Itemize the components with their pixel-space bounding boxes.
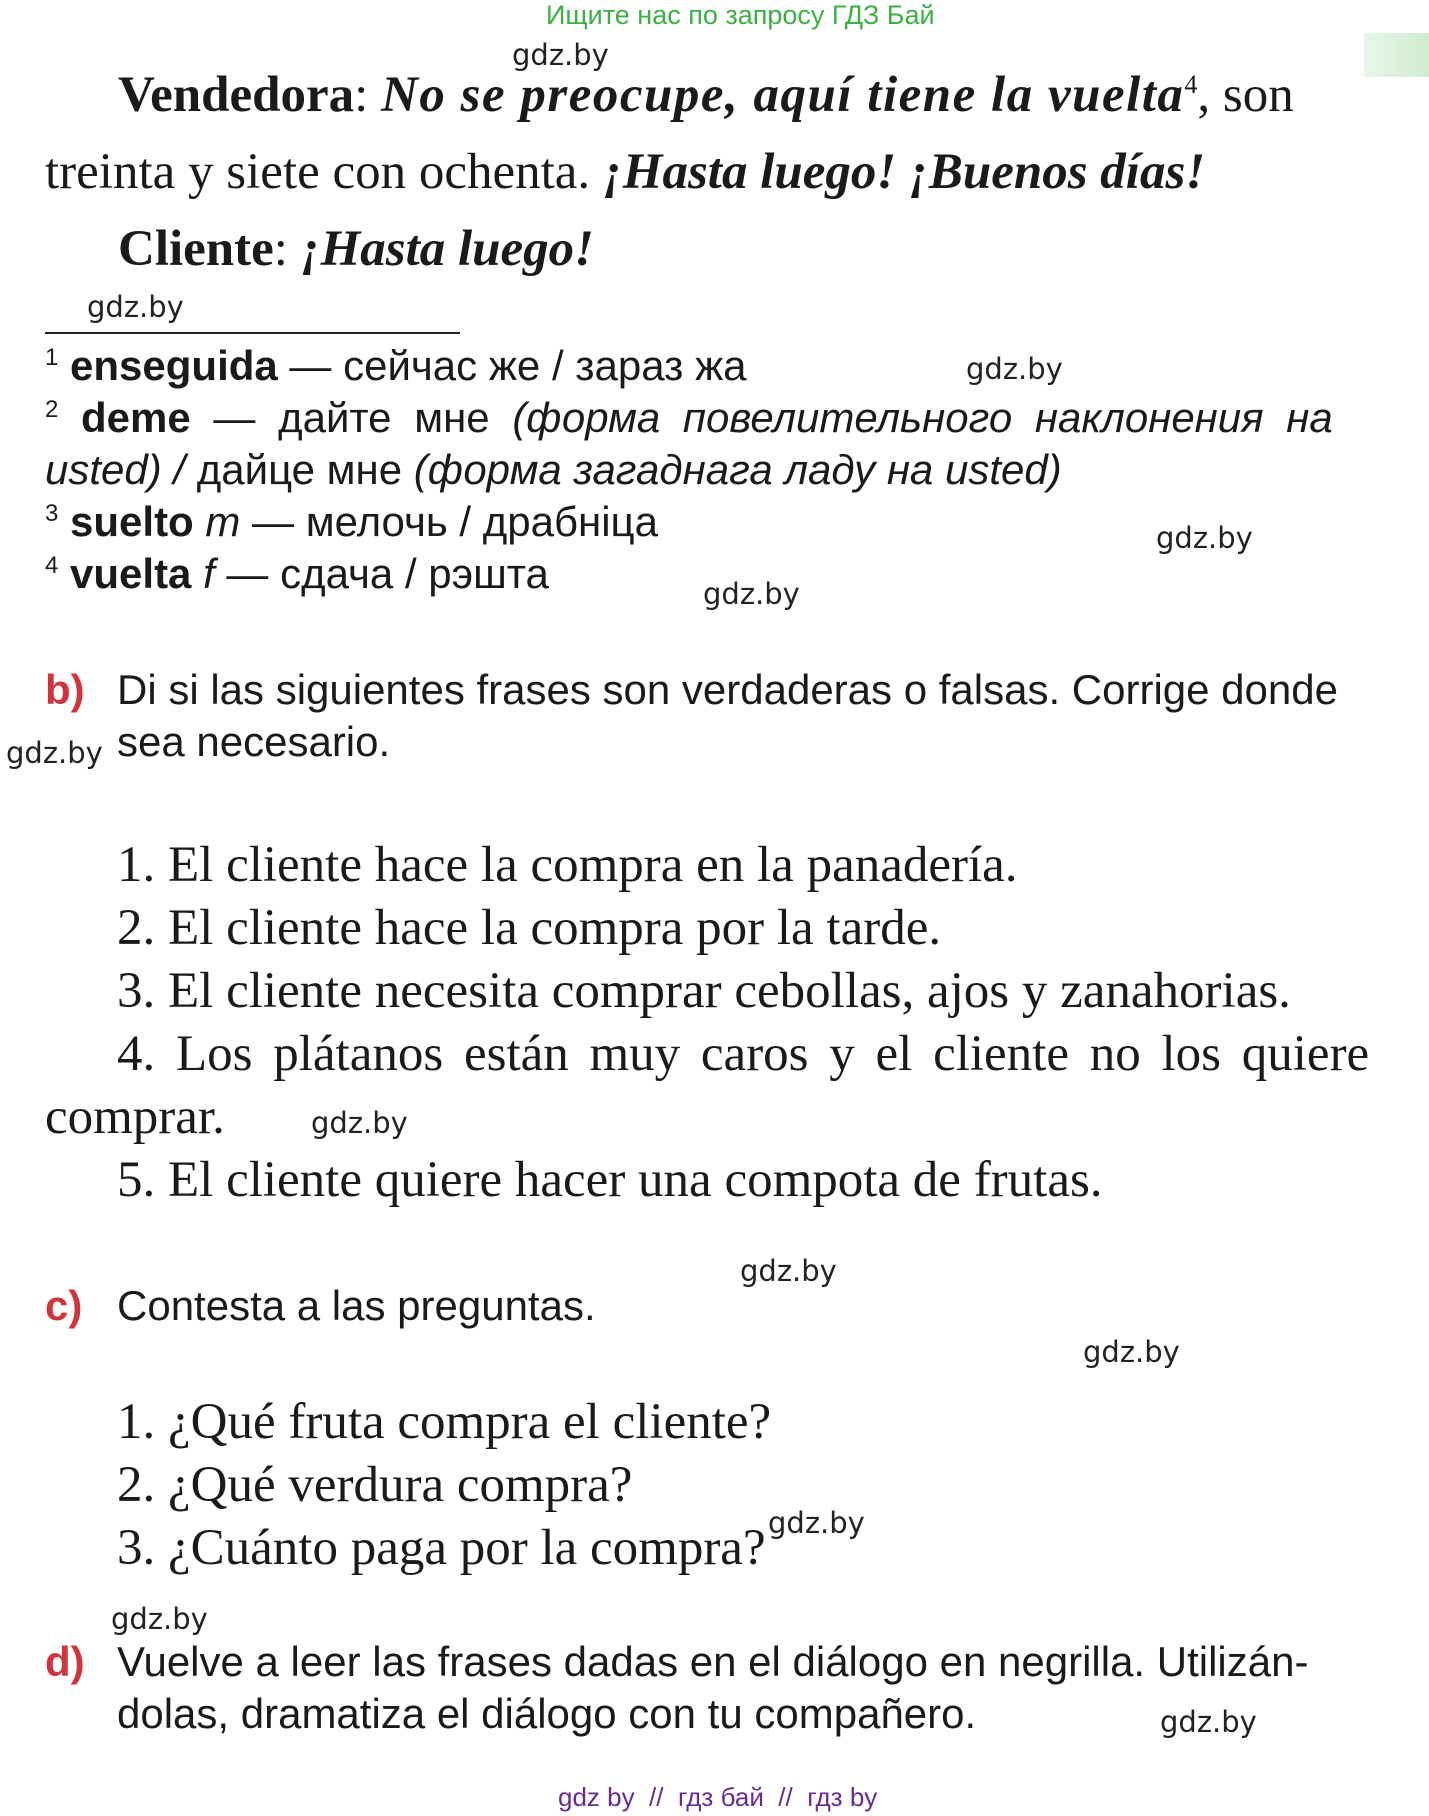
task-letter-c: c) xyxy=(45,1282,83,1329)
footnote-term: enseguida xyxy=(70,342,278,389)
task-b-instruction: Di si las siguientes frases son verdaderas o falsas. Corrige donde xyxy=(117,666,1338,713)
top-banner[interactable]: Ищите нас по запросу ГДЗ Бай xyxy=(546,0,935,30)
footnote-number: 1 xyxy=(45,344,59,371)
task-d-instruction: dolas, dramatiza el diálogo con tu compañero. xyxy=(117,1690,977,1737)
watermark: gdz.by xyxy=(740,1254,837,1288)
watermark: gdz.by xyxy=(111,1602,208,1636)
list-item: 4. Los plátanos están muy caros y el cliente no los quiere xyxy=(117,1026,1370,1082)
footnote-ref: 4 xyxy=(1184,70,1198,99)
footer-links[interactable]: gdz by // гдз бай // гдз by xyxy=(558,1782,878,1812)
footnote-3 xyxy=(45,498,658,546)
dialogue-text: No se preocupe, aquí tiene la vuelta xyxy=(381,67,1185,123)
watermark: gdz.by xyxy=(512,38,609,72)
list-item: 2. El cliente hace la compra por la tarde. xyxy=(117,900,942,956)
dialogue-line-vendedora xyxy=(118,66,1294,124)
dialogue-text: ¡Hasta luego! xyxy=(300,221,595,277)
footnote-term: deme xyxy=(81,394,191,441)
task-letter-d: d) xyxy=(45,1638,85,1685)
footnote-text: — сдача / рэшта xyxy=(214,550,549,597)
footnote-2-line1 xyxy=(45,394,1333,442)
task-d-instruction: Vuelve a leer las frases dadas en el diálogo en negrilla. Utilizán- xyxy=(117,1638,1309,1685)
list-item: 2. ¿Qué verdura compra? xyxy=(117,1457,633,1513)
dialogue-text: ¡Hasta luego! ¡Buenos días! xyxy=(602,144,1206,200)
footnote-text: (форма повелительного наклонения на xyxy=(512,394,1333,441)
watermark: gdz.by xyxy=(1160,1705,1257,1739)
task-letter-b: b) xyxy=(45,666,85,713)
list-item: 3. El cliente necesita comprar cebollas, ajos y zanahorias. xyxy=(117,963,1291,1019)
speaker-name: Vendedora xyxy=(118,67,355,123)
footnote-number: 2 xyxy=(45,396,59,423)
footnote-divider xyxy=(45,332,460,334)
speaker-name: Cliente xyxy=(118,221,274,277)
dialogue-line-continuation xyxy=(45,143,1205,201)
footnote-term: suelto xyxy=(70,498,194,545)
colon: : xyxy=(354,67,369,123)
footnote-text: — дайте мне xyxy=(190,394,513,441)
task-b-instruction: sea necesario. xyxy=(117,718,391,765)
footnote-term: vuelta xyxy=(70,550,192,597)
colon: : xyxy=(273,221,288,277)
watermark: gdz.by xyxy=(311,1106,408,1140)
watermark: gdz.by xyxy=(6,736,103,770)
watermark: gdz.by xyxy=(1083,1335,1180,1369)
footnote-text: (форма загаднага ладу на usted) xyxy=(413,446,1062,493)
footnote-text: usted) / xyxy=(45,446,186,493)
watermark: gdz.by xyxy=(768,1506,865,1540)
page-corner-tab xyxy=(1364,33,1429,77)
footnote-4 xyxy=(45,550,549,598)
list-item: 3. ¿Cuánto paga por la compra? xyxy=(117,1520,766,1576)
dialogue-text: treinta y siete con ochenta. xyxy=(45,144,591,200)
list-item: 5. El cliente quiere hacer una compota de frutas. xyxy=(117,1152,1103,1208)
dialogue-line-cliente xyxy=(118,220,594,278)
footnote-text: дайце мне xyxy=(185,446,414,493)
footnote-text: — мелочь / драбніца xyxy=(240,498,658,545)
list-item: 1. ¿Qué fruta compra el cliente? xyxy=(117,1394,772,1450)
task-c-instruction: Contesta a las preguntas. xyxy=(117,1282,596,1329)
watermark: gdz.by xyxy=(1156,521,1253,555)
list-item: 1. El cliente hace la compra en la panadería. xyxy=(117,837,1018,893)
dialogue-text: , son xyxy=(1197,67,1294,123)
footnote-1 xyxy=(45,342,747,390)
list-item: comprar. xyxy=(45,1089,225,1145)
footnote-number: 3 xyxy=(45,500,59,527)
footnote-2-line2 xyxy=(45,446,1062,494)
watermark: gdz.by xyxy=(703,577,800,611)
footnote-gender: f xyxy=(203,550,215,597)
footnote-gender: m xyxy=(205,498,241,545)
footnote-number: 4 xyxy=(45,552,59,579)
watermark: gdz.by xyxy=(966,352,1063,386)
footnote-text: — сейчас же / зараз жа xyxy=(277,342,747,389)
watermark: gdz.by xyxy=(87,290,184,324)
